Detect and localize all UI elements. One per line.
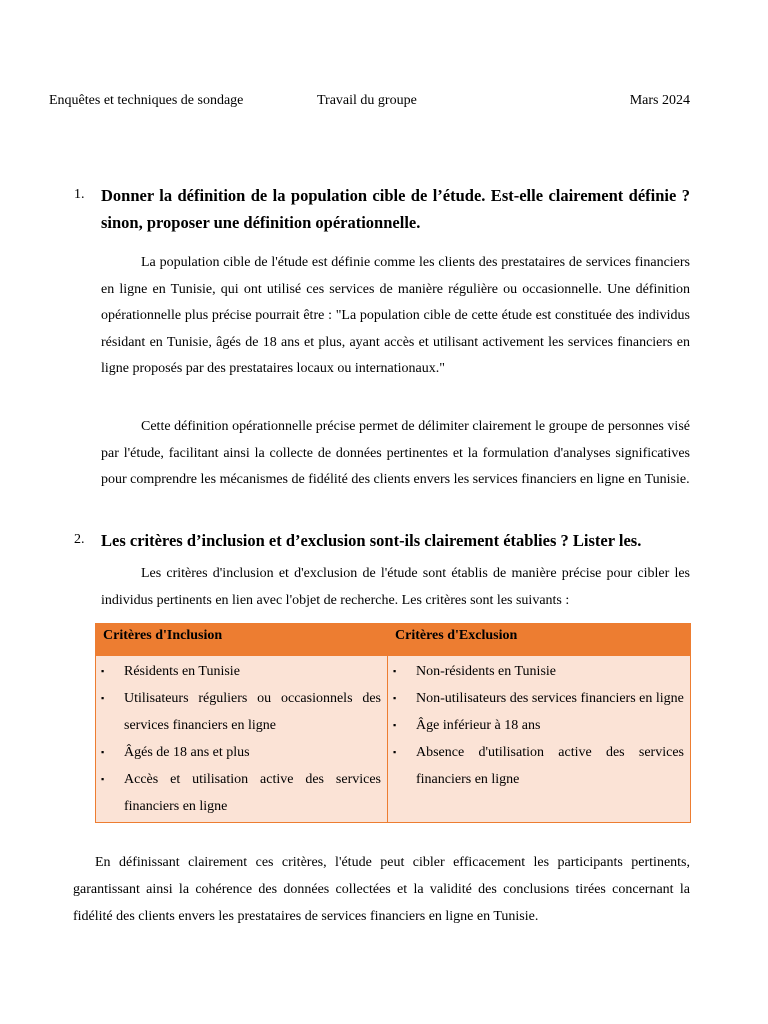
bullet-icon: ▪: [101, 747, 105, 757]
list-item: [388, 658, 690, 685]
header-work-type: Travail du groupe: [317, 93, 417, 108]
bullet-icon: ▪: [101, 774, 105, 784]
bullet-icon: ▪: [393, 720, 397, 730]
list-item: [388, 712, 690, 739]
bullet-icon: ▪: [393, 747, 397, 757]
question-2: [74, 527, 690, 554]
list-item: [96, 766, 387, 820]
list-item: [96, 685, 387, 739]
question-number: 2.: [74, 532, 85, 547]
exclusion-item: Non-résidents en Tunisie: [416, 664, 556, 679]
question-text: Les critères d’inclusion et d’exclusion sont-ils clairement établies ? Lister les.: [101, 531, 642, 550]
list-item: [96, 739, 387, 766]
bullet-icon: ▪: [101, 693, 105, 703]
inclusion-list: [96, 658, 387, 820]
exclusion-item: Non-utilisateurs des services financiers en ligne: [416, 691, 684, 706]
exclusion-list: [388, 658, 690, 793]
paragraph-criteria-intro: Les critères d'inclusion et d'exclusion de l'étude sont établis de manière précise pour cibler les individus pertinents en lien avec l'objet de recherche. Les critères sont les suivants :: [101, 566, 690, 608]
paragraph-definition: La population cible de l'étude est définie comme les clients des prestataires de services financiers en ligne en Tunisie, qui ont utilisé ces services de manière régulière ou occasionnelle. Une définition opérationnelle plus précise pourrait être : "La population cible de cette étude est constituée des individus résidant en Tunisie, âgés de 18 ans et plus, ayant accès et utilisant activement les services financiers en ligne proposés par des prestataires locaux ou internationaux.": [101, 255, 690, 376]
list-item: [388, 739, 690, 793]
inclusion-item: Utilisateurs réguliers ou occasionnels des services financiers en ligne: [124, 691, 381, 733]
list-item: [388, 685, 690, 712]
exclusion-item: Âge inférieur à 18 ans: [416, 718, 541, 733]
exclusion-header: Critères d'Exclusion: [395, 628, 518, 643]
paragraph-operational-definition: Cette définition opérationnelle précise permet de délimiter clairement le groupe de personnes visé par l'étude, facilitant ainsi la collecte de données pertinentes et la formulation d'analyses significatives pour comprendre les mécanismes de fidélité des clients envers les services financiers en ligne en Tunisie.: [101, 419, 690, 487]
bullet-icon: ▪: [393, 666, 397, 676]
list-item: [96, 658, 387, 685]
question-number: 1.: [74, 187, 85, 202]
bullet-icon: ▪: [393, 693, 397, 703]
inclusion-column: [96, 656, 388, 822]
header-course-title: Enquêtes et techniques de sondage: [49, 93, 244, 108]
inclusion-item: Résidents en Tunisie: [124, 664, 240, 679]
inclusion-item: Âgés de 18 ans et plus: [124, 745, 250, 760]
bullet-icon: ▪: [101, 666, 105, 676]
page-header: [0, 93, 768, 113]
paragraph-conclusion: En définissant clairement ces critères, l'étude peut cibler efficacement les participants pertinents, garantissant ainsi la cohérence des données collectées et la validité des conclusions tirées concernant la fidélité des clients envers les prestataires de services financiers en ligne en Tunisie.: [73, 855, 690, 924]
inclusion-header: Critères d'Inclusion: [103, 628, 223, 643]
header-date: Mars 2024: [629, 93, 690, 108]
inclusion-item: Accès et utilisation active des services financiers en ligne: [124, 772, 381, 814]
criteria-table-header: [96, 624, 690, 656]
question-text: Donner la définition de la population cible de l’étude. Est-elle clairement définie ? sinon, proposer une définition opérationnelle.: [101, 186, 690, 232]
question-1: [74, 182, 690, 236]
exclusion-item: Absence d'utilisation active des services financiers en ligne: [416, 745, 684, 787]
criteria-table: [95, 623, 691, 823]
criteria-table-body: [96, 656, 690, 822]
exclusion-column: [388, 656, 690, 822]
